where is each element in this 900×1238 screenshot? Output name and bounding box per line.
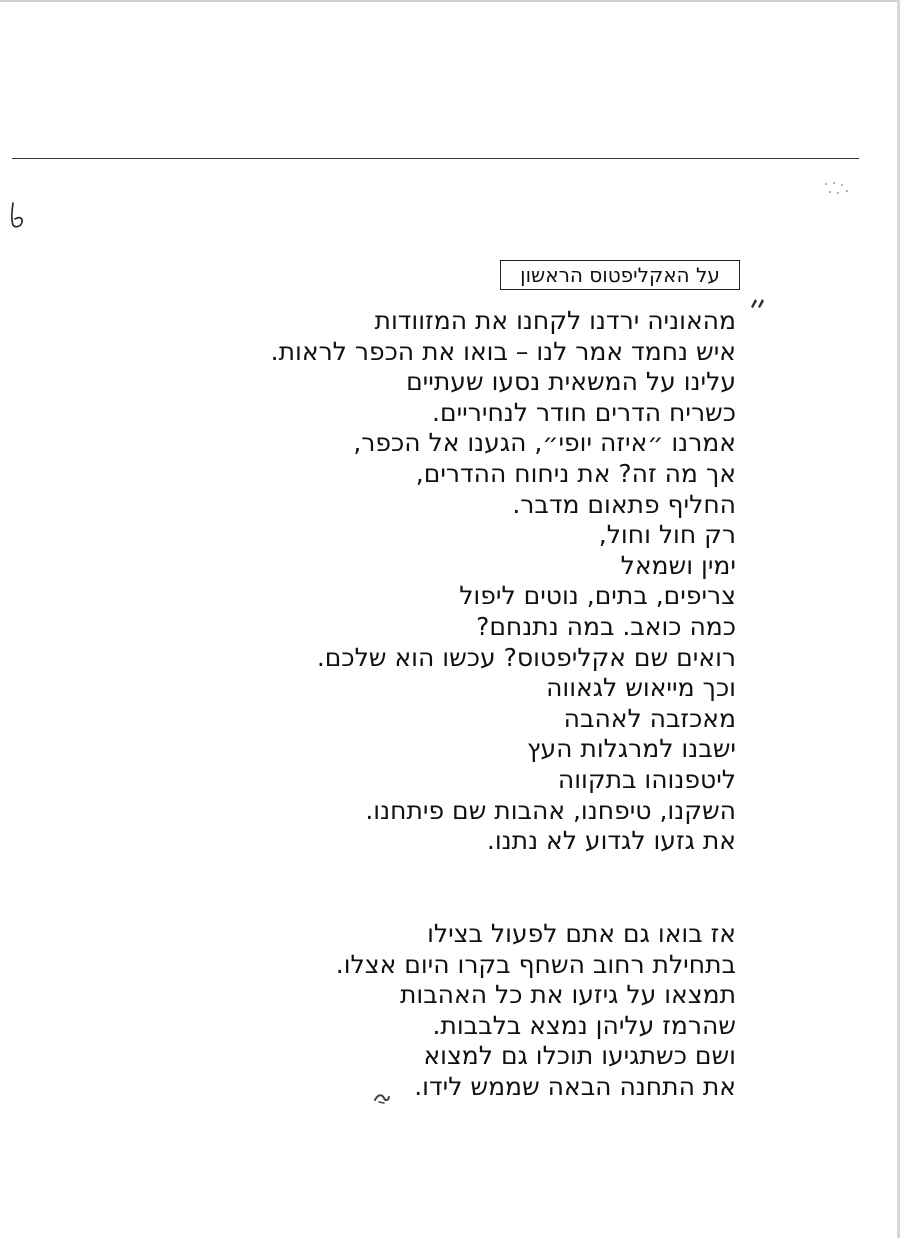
poem-line: ושם כשתגיעו תוכלו גם למצוא [423, 1041, 736, 1071]
poem-title: על האקליפטוס הראשון [500, 260, 740, 290]
poem-line: את גזעו לגדוע לא נתנו. [486, 826, 736, 856]
poem-line: ישבנו למרגלות העץ [527, 734, 736, 764]
handwritten-margin-mark [8, 201, 26, 229]
handwritten-quote-mark [748, 296, 768, 310]
horizontal-rule [12, 158, 859, 159]
poem-stanza-2 [336, 919, 736, 1103]
poem-line: בתחילת רחוב השחף בקרו היום אצלו. [335, 949, 736, 979]
poem-line: צריפים, בתים, נוטים ליפול [459, 581, 736, 611]
poem-line: ימין ושמאל [620, 550, 736, 580]
poem-line: מהאוניה ירדנו לקחנו את המזוודות [374, 306, 736, 335]
poem-stanza-1 [271, 306, 736, 857]
poem-line: אך מה זה? את ניחוח ההדרים, [415, 458, 736, 488]
poem-line: השקנו, טיפחנו, אהבות שם פיתחנו. [365, 795, 736, 825]
poem-line: כשריח הדרים חודר לנחיריים. [432, 397, 736, 427]
poem-line: עלינו על המשאית נסעו שעתיים [406, 367, 736, 397]
poem-line: שהרמז עליהן נמצא בלבבות. [432, 1010, 736, 1040]
speckle-marks [822, 178, 852, 198]
handwritten-scribble-mark [372, 1090, 392, 1106]
page-edge-top [0, 0, 900, 2]
poem-line: אז בואו גם אתם לפעול בצילו [427, 919, 736, 948]
poem-line: כמה כואב. במה נתנחם? [476, 611, 736, 641]
poem-line: מאכזבה לאהבה [563, 703, 736, 733]
poem-line: רק חול וחול, [598, 520, 736, 550]
poem-line: ליטפנוהו בתקווה [557, 764, 736, 794]
poem-line: וכך מייאוש לגאווה [546, 673, 736, 703]
poem-line: תמצאו על גיזעו את כל האהבות [399, 980, 736, 1010]
poem-line: את התחנה הבאה שממש לידו. [414, 1071, 736, 1101]
poem-line: איש נחמד אמר לנו – בואו את הכפר לראות. [270, 336, 736, 366]
poem-line: אמרנו ״איזה יופי״, הגענו אל הכפר, [353, 428, 736, 458]
poem-line: החליף פתאום מדבר. [512, 489, 736, 519]
poem-line: רואים שם אקליפטוס? עכשו הוא שלכם. [316, 642, 736, 672]
